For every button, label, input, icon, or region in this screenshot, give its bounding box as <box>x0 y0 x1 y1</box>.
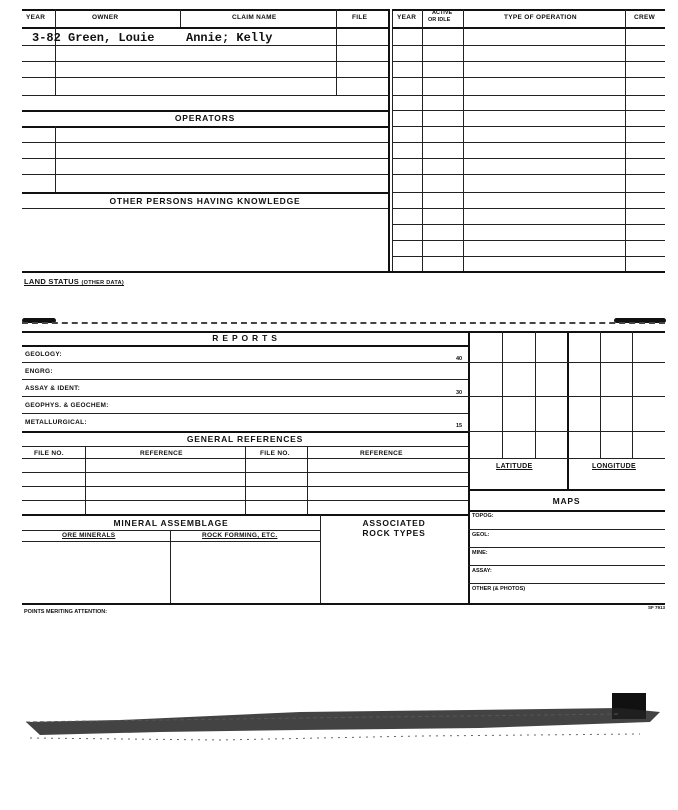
form-code: SF 7913 <box>648 605 666 610</box>
report-assay: ASSAY & IDENT: <box>25 385 81 392</box>
report-geology: GEOLOGY: <box>25 351 62 358</box>
associated-label: ASSOCIATED <box>362 518 426 528</box>
map-other: OTHER (& PHOTOS) <box>472 586 526 592</box>
scale-15: 15 <box>456 423 463 429</box>
col-year: YEAR <box>26 14 46 21</box>
op-col-active: ACTIVE <box>432 10 453 16</box>
col-owner: OWNER <box>92 14 119 21</box>
claim-year-owner: 3-82 Green, Louie <box>32 31 155 45</box>
rock-forming-label: ROCK FORMING, ETC. <box>202 532 278 539</box>
ref-col-file-no-1: FILE NO. <box>34 450 64 457</box>
scan-smudge <box>0 690 678 770</box>
general-references-title: GENERAL REFERENCES <box>186 434 304 444</box>
col-file: FILE <box>352 14 368 21</box>
op-col-crew: CREW <box>634 14 656 21</box>
reports-title: R E P O R T S <box>212 333 278 343</box>
op-col-year: YEAR <box>397 14 417 21</box>
ref-col-file-no-2: FILE NO. <box>260 450 290 457</box>
points-meriting-attention: POINTS MERITING ATTENTION: <box>24 609 108 615</box>
op-col-type: TYPE OF OPERATION <box>504 14 577 21</box>
scale-40: 40 <box>456 356 463 362</box>
map-mine: MINE: <box>472 550 488 556</box>
claim-name-value: Annie; Kelly <box>186 31 273 45</box>
report-geophys: GEOPHYS. & GEOCHEM: <box>25 402 109 409</box>
other-persons-title: OTHER PERSONS HAVING KNOWLEDGE <box>109 196 301 206</box>
report-metallurgical: METALLURGICAL: <box>25 419 87 426</box>
op-col-idle: OR IDLE <box>428 17 451 23</box>
land-status-label: LAND STATUS (OTHER DATA) <box>24 277 124 286</box>
map-topog: TOPOG: <box>472 513 494 519</box>
map-assay: ASSAY: <box>472 568 492 574</box>
map-geol: GEOL: <box>472 532 490 538</box>
latitude-label: LATITUDE <box>496 463 533 470</box>
report-engrg: ENGRG: <box>25 368 53 375</box>
rock-types-label: ROCK TYPES <box>362 528 426 538</box>
operators-title: OPERATORS <box>174 113 236 123</box>
col-claim-name: CLAIM NAME <box>232 14 277 21</box>
mineral-title: MINERAL ASSEMBLAGE <box>113 518 229 528</box>
scale-30: 30 <box>456 390 463 396</box>
ore-minerals-label: ORE MINERALS <box>62 532 116 539</box>
maps-title: MAPS <box>552 496 581 506</box>
ref-col-reference-1: REFERENCE <box>140 450 183 457</box>
longitude-label: LONGITUDE <box>592 463 636 470</box>
ref-col-reference-2: REFERENCE <box>360 450 403 457</box>
